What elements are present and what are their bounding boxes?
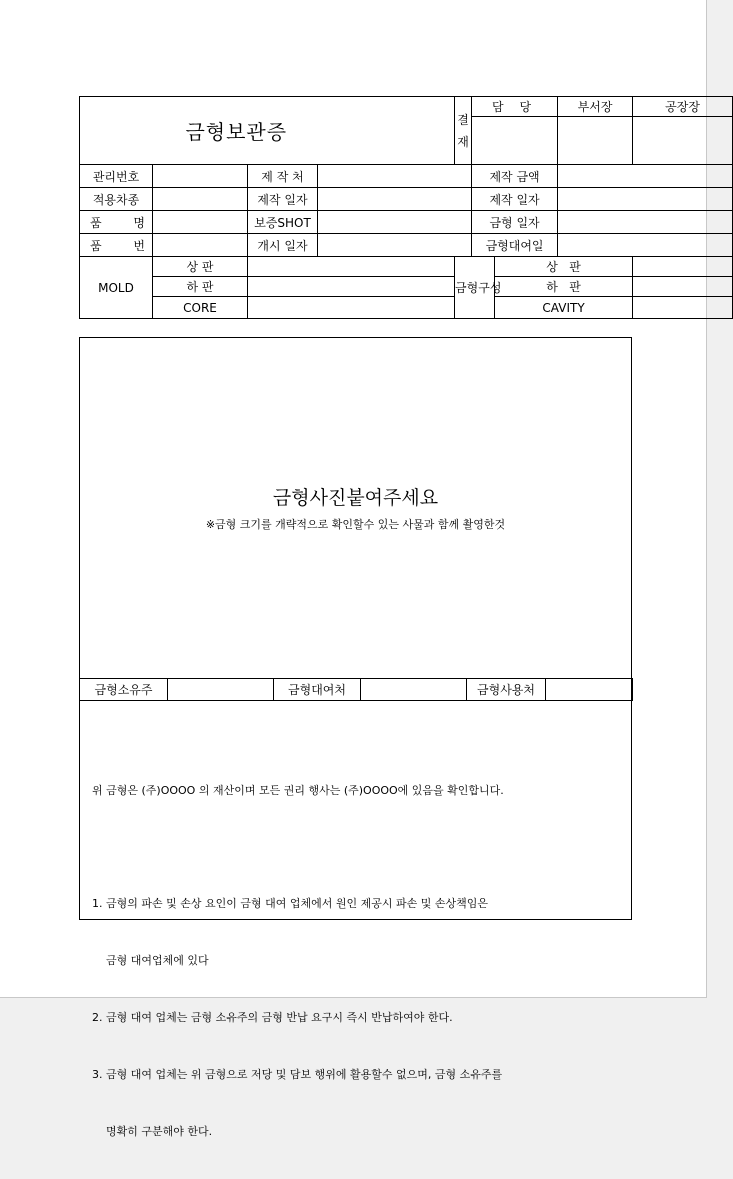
photo-note: ※금형 크기를 개략적으로 확인할수 있는 사물과 함께 촬영한것 xyxy=(205,518,506,531)
label-production-date: 제작 일자 xyxy=(248,188,318,211)
approval-role-staff: 담 당 xyxy=(472,97,558,117)
value-mold-upper[interactable] xyxy=(248,257,455,277)
notice-item: 2. 금형 대여 업체는 금형 소유주의 금형 반납 요구시 즉시 반납하여야 한다. xyxy=(92,1011,453,1024)
label-mold-lower: 하 판 xyxy=(153,277,248,297)
value-product-name[interactable] xyxy=(153,211,248,234)
value-production-date[interactable] xyxy=(318,188,472,211)
mold-photo-area[interactable] xyxy=(79,337,632,1138)
label-vehicle-model: 적용차종 xyxy=(80,188,153,211)
notice-text xyxy=(92,743,504,1179)
value-production-date-2[interactable] xyxy=(558,188,733,211)
label-start-date: 개시 일자 xyxy=(248,234,318,257)
title-spacer xyxy=(393,97,455,165)
notice-intro: 위 금형은 (주)OOOO 의 재산이며 모든 권리 행사는 (주)OOOO에 있음을 확인합니다. xyxy=(92,784,504,797)
approval-role-dept-head: 부서장 xyxy=(558,97,633,117)
value-mold-lease-date[interactable] xyxy=(558,234,733,257)
label-product-name: 품 명 xyxy=(80,211,153,234)
approval-label-2: 재 xyxy=(457,134,469,149)
owner-table xyxy=(79,678,633,701)
label-structure-upper: 상 판 xyxy=(495,257,633,277)
label-mold-owner: 금형소유주 xyxy=(80,679,168,701)
value-mold-owner[interactable] xyxy=(168,679,274,701)
label-production-date-2: 제작 일자 xyxy=(472,188,558,211)
notice-item: 명확히 구분해야 한다. xyxy=(92,1125,213,1138)
value-structure-cavity[interactable] xyxy=(633,297,733,319)
label-product-number: 품 번 xyxy=(80,234,153,257)
label-structure-lower: 하 판 xyxy=(495,277,633,297)
value-manufacturer[interactable] xyxy=(318,165,472,188)
approval-sign-staff[interactable] xyxy=(472,117,558,165)
label-mold-structure: 금형구성 xyxy=(455,257,495,319)
value-structure-lower[interactable] xyxy=(633,277,733,297)
value-production-cost[interactable] xyxy=(558,165,733,188)
approval-label xyxy=(455,97,472,165)
value-start-date[interactable] xyxy=(318,234,472,257)
label-mold-core: CORE xyxy=(153,297,248,319)
label-manufacturer: 제 작 처 xyxy=(248,165,318,188)
value-management-number[interactable] xyxy=(153,165,248,188)
value-warranty-shot[interactable] xyxy=(318,211,472,234)
document-title: 금형보관증 xyxy=(80,97,393,165)
label-mold-lender: 금형대여처 xyxy=(274,679,361,701)
value-mold-core[interactable] xyxy=(248,297,455,319)
approval-role-plant-head: 공장장 xyxy=(633,97,733,117)
approval-sign-plant-head[interactable] xyxy=(633,117,733,165)
label-mold: MOLD xyxy=(80,257,153,319)
label-warranty-shot: 보증SHOT xyxy=(248,211,318,234)
header-info-table xyxy=(79,96,733,319)
label-production-cost: 제작 금액 xyxy=(472,165,558,188)
label-management-number: 관리번호 xyxy=(80,165,153,188)
label-mold-lease-date: 금형대여일 xyxy=(472,234,558,257)
label-mold-upper: 상 판 xyxy=(153,257,248,277)
label-mold-date: 금형 일자 xyxy=(472,211,558,234)
approval-sign-dept-head[interactable] xyxy=(558,117,633,165)
notice-item: 1. 금형의 파손 및 손상 요인이 금형 대여 업체에서 원인 제공시 파손 및 손상책임은 xyxy=(92,897,488,910)
label-structure-cavity: CAVITY xyxy=(495,297,633,319)
value-product-number[interactable] xyxy=(153,234,248,257)
value-mold-lender[interactable] xyxy=(361,679,467,701)
label-mold-user: 금형사용처 xyxy=(467,679,546,701)
approval-label-1: 결 xyxy=(457,112,469,127)
value-vehicle-model[interactable] xyxy=(153,188,248,211)
photo-title: 금형사진붙여주세요 xyxy=(272,487,439,509)
notice-item: 3. 금형 대여 업체는 위 금형으로 저당 및 담보 행위에 활용할수 없으며, 금형 소유주를 xyxy=(92,1068,503,1081)
notice-item: 금형 대여업체에 있다 xyxy=(92,954,209,967)
value-mold-user[interactable] xyxy=(546,679,633,701)
value-mold-date[interactable] xyxy=(558,211,733,234)
value-structure-upper[interactable] xyxy=(633,257,733,277)
value-mold-lower[interactable] xyxy=(248,277,455,297)
